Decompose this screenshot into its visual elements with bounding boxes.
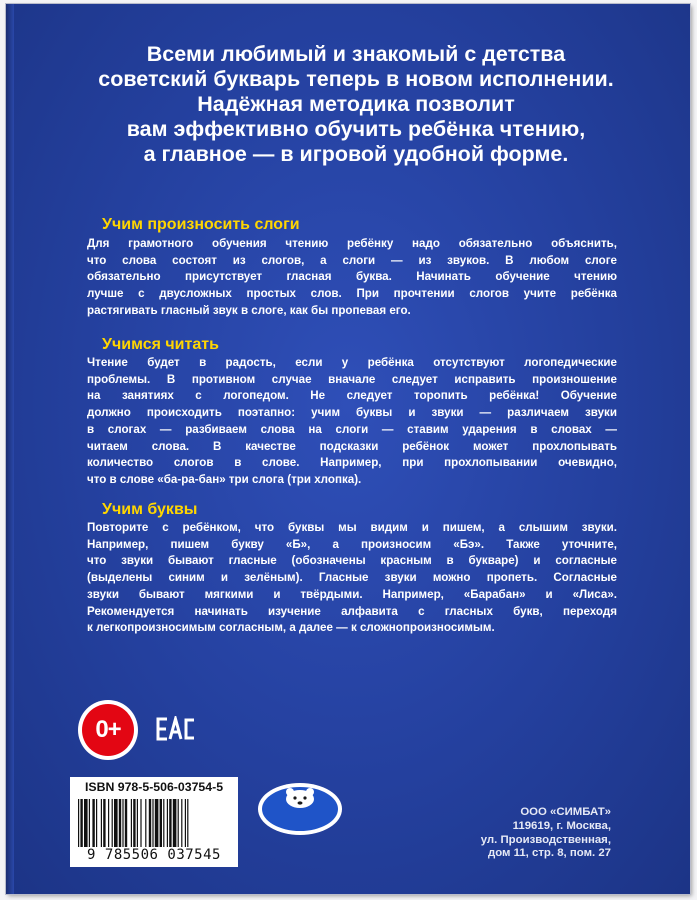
barcode-bar — [167, 799, 168, 847]
publisher-line: ул. Производственная, — [480, 833, 611, 846]
barcode-bar — [163, 799, 164, 847]
barcode-bar — [125, 799, 127, 847]
barcode-bar — [145, 799, 146, 847]
intro-line: а главное — в игровой удобной форме. — [143, 142, 569, 166]
body-line: растягивать гласный звук в слоге, как бы пропевая его. — [87, 303, 411, 317]
publisher-line: 119619, г. Москва, — [512, 819, 611, 832]
section-title-letters: Учим буквы — [102, 501, 198, 518]
body-line: что слова состоят из слогов, а слоги — из звуков. В любом слоге — [87, 253, 617, 267]
publisher-line: ООО «СИМБАТ» — [520, 806, 611, 818]
barcode-bars — [78, 799, 230, 847]
barcode-bar — [140, 799, 141, 847]
intro-line: Всеми любимый и знакомый с детства — [146, 42, 566, 66]
intro-line: вам эффективно обучить ребёнка чтению, — [126, 117, 586, 141]
section-body-syllables — [87, 236, 617, 320]
publisher-address — [481, 806, 611, 861]
barcode-bar — [185, 799, 186, 847]
barcode-bar — [187, 799, 188, 847]
barcode-bar — [78, 799, 79, 847]
body-line: проблемы. В противном случае вначале следует исправить произношение — [87, 372, 617, 386]
barcode-bar — [112, 799, 113, 847]
body-line: читаем слова. В качестве подсказки ребёнок может прохлопывать — [87, 439, 617, 453]
barcode-bar — [101, 799, 102, 847]
publisher-line: дом 11, стр. 8, пом. 27 — [488, 847, 611, 860]
body-line: Рекомендуется начинать изучение алфавита с гласных букв, переходя — [87, 604, 617, 618]
body-line: Например, пишем букву «Б», а произносим «Бэ». Также уточните, — [87, 537, 617, 551]
body-line: что звуки бывают гласные (обозначены красным в букваре) и согласные — [87, 554, 617, 568]
body-line: лучше с двусложных простых слов. При прочтении слогов учите ребёнка — [87, 287, 617, 301]
barcode-bar — [108, 799, 109, 847]
intro-text — [66, 42, 646, 167]
barcode-bar — [92, 799, 94, 847]
body-line: Для грамотного обучения чтению ребёнку надо обязательно объяснить, — [87, 237, 617, 250]
barcode-bar — [89, 799, 90, 847]
body-line: звуки бывают мягкими и твёрдыми. Например, «Барабан» и «Лиса». — [87, 587, 617, 601]
barcode-bar — [169, 799, 171, 847]
barcode-bar — [84, 799, 88, 847]
barcode-bar — [80, 799, 82, 847]
barcode-bar — [173, 799, 177, 847]
body-line: должно происходить поэтапно: учим буквы и звуки — различаем звуки — [87, 406, 617, 420]
barcode-bar — [137, 799, 138, 847]
barcode-bar — [181, 799, 182, 847]
body-line: Чтение будет в радость, если у ребёнка отсутствуют логопедические — [87, 356, 617, 369]
barcode-bar — [103, 799, 105, 847]
section-body-letters — [87, 520, 617, 637]
book-back-cover — [6, 4, 690, 894]
barcode-bar — [114, 799, 118, 847]
age-rating-badge — [78, 700, 138, 760]
body-line: обязательно присутствует гласная буква. Начинать обучение чтению — [87, 270, 617, 284]
body-line: Повторите с ребёнком, что буквы мы видим и пишем, а слышим звуки. — [87, 521, 617, 534]
intro-line: советский букварь теперь в новом исполнении. — [98, 67, 614, 91]
barcode-bar — [96, 799, 97, 847]
section-title-reading: Учимся читать — [102, 336, 219, 353]
body-line: на занятиях с логопедом. Не следует торопить ребёнка! Обучение — [87, 389, 617, 403]
age-rating-label: 0+ — [82, 704, 134, 756]
body-line: к легкопроизносимым согласным, а далее — к сложнопроизносимым. — [87, 621, 495, 635]
barcode-bar — [131, 799, 132, 847]
isbn-text: ISBN 978-5-506-03754-5 — [84, 780, 224, 794]
barcode-number: 9 785506 037545 — [87, 847, 221, 863]
umka-logo — [256, 777, 344, 837]
barcode-bar — [155, 799, 159, 847]
eac-mark-icon — [156, 716, 196, 742]
cover-spine — [6, 4, 14, 894]
barcode-bar — [122, 799, 123, 847]
barcode-bar — [133, 799, 135, 847]
section-title-syllables: Учим произносить слоги — [102, 216, 300, 233]
intro-line: Надёжная методика позволит — [197, 92, 515, 116]
barcode-bar — [160, 799, 162, 847]
barcode-bar — [178, 799, 179, 847]
barcode-bar — [149, 799, 151, 847]
barcode-bar — [119, 799, 121, 847]
body-line: количество слогов в слове. Например, при прохлопывании очевидно, — [87, 456, 617, 470]
barcode-bar — [152, 799, 153, 847]
barcode-label — [70, 777, 238, 867]
body-line: в слогах — разбиваем слова на слоги — ставим ударения в словах — — [87, 422, 617, 436]
body-line: (выделены синим и зелёным). Гласные звуки можно пропеть. Согласные — [87, 571, 617, 585]
section-body-reading — [87, 355, 617, 489]
body-line: что в слове «ба-ра-бан» три слога (три хлопка). — [87, 472, 362, 486]
